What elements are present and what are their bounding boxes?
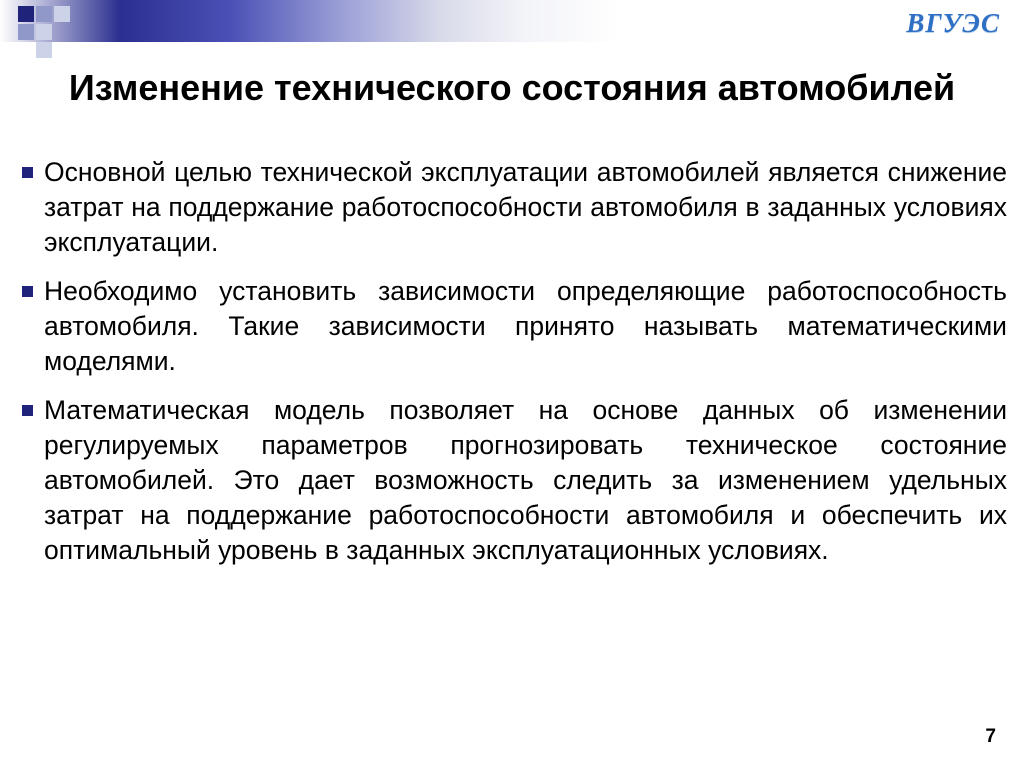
paragraph-text: Необходимо установить зависимости определяющие работоспособность автомобиля. Такие зависимости принято называть математическими моделями. [44, 275, 1007, 376]
pattern-square [36, 24, 52, 40]
square-bullet-icon [22, 167, 33, 178]
pattern-square [18, 6, 34, 22]
page-number: 7 [985, 726, 996, 747]
pattern-square [18, 24, 34, 40]
vgues-logo: ВГУЭС [906, 8, 1000, 38]
paragraph-text: Математическая модель позволяет на основе данных об изменении регулируемых параметров прогнозировать техническое состояние автомобилей. Это дает возможность следить за изменением удельных затрат на поддержание работоспособности автомобиля и обеспечить их оптимальный уровень в заданных эксплуатационных условиях. [44, 394, 1007, 565]
pattern-square [36, 6, 52, 22]
header-square-pattern [0, 0, 120, 64]
bullet-paragraph [22, 393, 1007, 568]
bullet-paragraph [22, 155, 1007, 260]
square-bullet-icon [22, 405, 33, 416]
square-bullet-icon [22, 286, 33, 297]
slide-body [22, 155, 1007, 568]
paragraph-text: Основной целью технической эксплуатации автомобилей является снижение затрат на поддержание работоспособности автомобиля в заданных условиях эксплуатации. [44, 157, 1007, 257]
bullet-paragraph [22, 274, 1007, 379]
page-title: Изменение технического состояния автомобилей [68, 67, 956, 109]
pattern-square [54, 6, 70, 22]
pattern-square [36, 42, 52, 58]
header-band [0, 0, 1024, 42]
